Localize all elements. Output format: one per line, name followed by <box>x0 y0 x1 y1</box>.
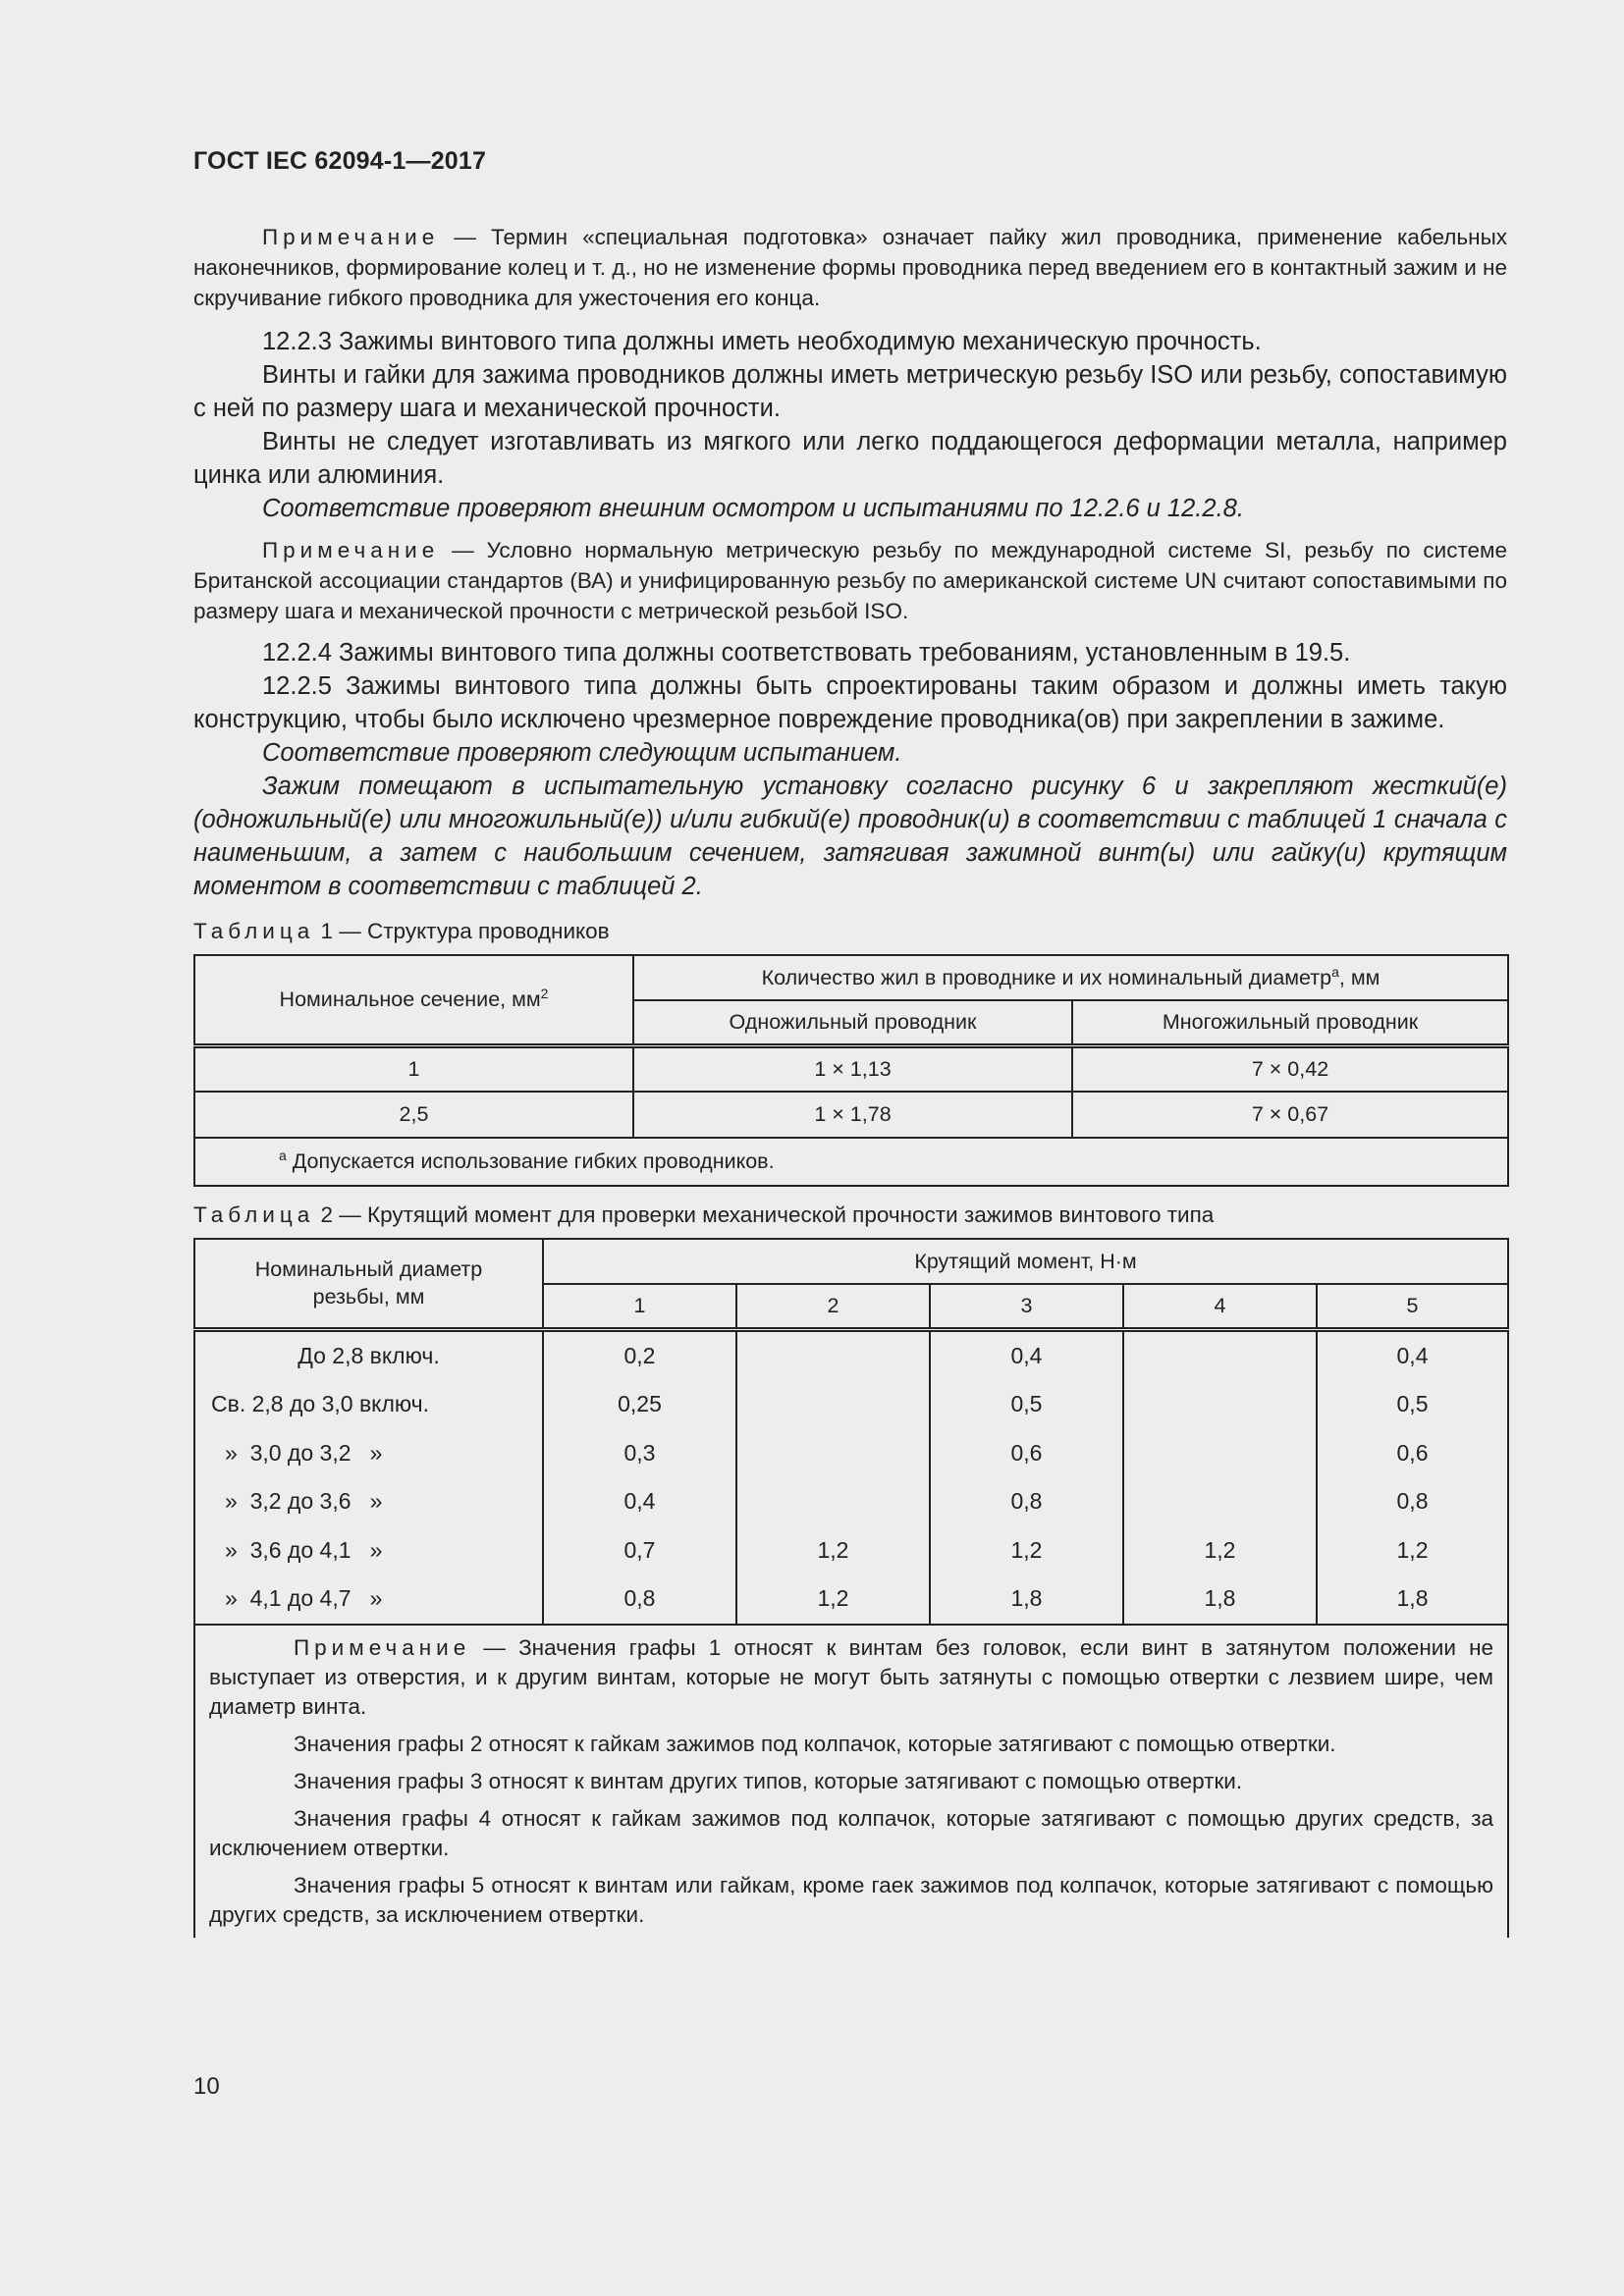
paragraph-12-2-4: 12.2.4 Зажимы винтового типа должны соответствовать требованиям, установленным в 19.5. <box>262 639 1351 667</box>
cell-value: 0,4 <box>1317 1329 1508 1380</box>
column-header-diameter: Номинальный диаметр резьбы, мм <box>194 1239 543 1329</box>
table-row <box>194 1429 1508 1478</box>
page-body <box>193 222 1507 1938</box>
table-2-caption <box>193 1201 1507 1230</box>
table-label: Таблица <box>193 1202 315 1227</box>
paragraph-screws-material: Винты не следует изготавливать из мягкого или легко поддающегося деформации металла, например цинка или алюминия. <box>193 428 1507 489</box>
table-note-5: Значения графы 5 относят к винтам или гайкам, кроме гаек зажимов под колпачок, которые затягивают с помощью других средств, за исключением отвертки. <box>209 1872 1494 1927</box>
column-header-5: 5 <box>1317 1284 1508 1329</box>
note-label: Примечание <box>262 225 440 249</box>
cell-value: 0,4 <box>543 1477 736 1526</box>
cell-value: 0,5 <box>1317 1380 1508 1429</box>
document-header: ГОСТ IEC 62094-1—2017 <box>193 147 487 175</box>
paragraph-screws-nuts: Винты и гайки для зажима проводников должны иметь метрическую резьбу ISO или резьбу, сопоставимую с ней по размеру шага и механической прочности. <box>193 361 1507 422</box>
paragraph-12-2-5: 12.2.5 Зажимы винтового типа должны быть спроектированы таким образом и должны иметь такую конструкцию, чтобы было исключено чрезмерное повреждение проводника(ов) при закреплении в зажиме. <box>193 672 1507 733</box>
cell-value: 1,2 <box>736 1526 930 1575</box>
cell-section: 2,5 <box>194 1092 633 1138</box>
column-header-3: 3 <box>930 1284 1123 1329</box>
table-note-2: Значения графы 2 относят к гайкам зажимов под колпачок, которые затягивают с помощью отвертки. <box>294 1731 1336 1756</box>
cell-value <box>736 1380 930 1429</box>
cell-value <box>1123 1329 1317 1380</box>
cell-section: 1 <box>194 1045 633 1092</box>
cell-value: 1,8 <box>930 1575 1123 1625</box>
cell-value: 1,2 <box>1317 1526 1508 1575</box>
cell-value <box>736 1429 930 1478</box>
note-text: — Условно нормальную метрическую резьбу по международной системе SI, резьбу по системе Британской ассоциации стандартов (ВА) и унифицированную резьбу по американской системе UN считают сопоставимыми по размеру шага и механической прочности с метрической резьбой ISO. <box>193 538 1507 623</box>
cell-value: 0,8 <box>1317 1477 1508 1526</box>
paragraph-compliance-1: Соответствие проверяют внешним осмотром и испытаниями по 12.2.6 и 12.2.8. <box>262 495 1244 522</box>
cell-stranded: 7 × 0,42 <box>1072 1045 1508 1092</box>
table-2-torque <box>193 1238 1509 1938</box>
cell-diameter: Св. 2,8 до 3,0 включ. <box>194 1380 543 1429</box>
table-1-footnote: $^a$ Допускается использование гибких проводников. <box>194 1138 1508 1186</box>
column-header-1: 1 <box>543 1284 736 1329</box>
table-note-3: Значения графы 3 относят к винтам других типов, которые затягивают с помощью отвертки. <box>294 1768 1243 1793</box>
table-row <box>194 1092 1508 1138</box>
note-1 <box>193 222 1507 313</box>
column-header-solid: Одножильный проводник <box>633 1000 1072 1045</box>
table-1-caption <box>193 917 1507 946</box>
cell-diameter: » 3,6 до 4,1 » <box>194 1526 543 1575</box>
paragraph-12-2-3: 12.2.3 Зажимы винтового типа должны иметь необходимую механическую прочность. <box>262 328 1262 355</box>
cell-value: 0,3 <box>543 1429 736 1478</box>
table-label: Таблица <box>193 919 315 943</box>
cell-diameter: До 2,8 включ. <box>194 1329 543 1380</box>
paragraph-compliance-2: Соответствие проверяют следующим испытанием. <box>262 739 902 767</box>
paragraph-test-procedure: Зажим помещают в испытательную установку согласно рисунку 6 и закрепляют жесткий(е) (одножильный(е) или многожильный(е)) и/или гибкий(е) проводник(и) в соответствии с таблицей 1 сначала с наименьшим, а затем с наибольшим сечением, затягивая зажимной винт(ы) или гайку(и) крутящим моментом в соответствии с таблицей 2. <box>193 773 1507 900</box>
table-row <box>194 1575 1508 1625</box>
cell-value <box>736 1329 930 1380</box>
table-caption-text: 2 — Крутящий момент для проверки механической прочности зажимов винтового типа <box>314 1202 1215 1227</box>
cell-value: 1,2 <box>1123 1526 1317 1575</box>
cell-stranded: 7 × 0,67 <box>1072 1092 1508 1138</box>
note-2 <box>193 535 1507 626</box>
cell-value: 0,8 <box>930 1477 1123 1526</box>
column-header-torque: Крутящий момент, Н·м <box>543 1239 1508 1284</box>
table-2-notes <box>194 1625 1508 1938</box>
cell-value <box>1123 1380 1317 1429</box>
column-header-section: Номинальное сечение, $мм^2$ <box>194 955 633 1045</box>
cell-value: 0,6 <box>1317 1429 1508 1478</box>
table-note-4: Значения графы 4 относят к гайкам зажимов под колпачок, которые затягивают с помощью других средств, за исключением отвертки. <box>209 1805 1494 1860</box>
cell-value <box>736 1477 930 1526</box>
cell-solid: 1 × 1,78 <box>633 1092 1072 1138</box>
cell-diameter: » 4,1 до 4,7 » <box>194 1575 543 1625</box>
table-row <box>194 1526 1508 1575</box>
cell-value: 1,2 <box>930 1526 1123 1575</box>
column-header-4: 4 <box>1123 1284 1317 1329</box>
cell-value: 0,2 <box>543 1329 736 1380</box>
note-label: Примечание <box>262 538 440 562</box>
cell-value: 0,8 <box>543 1575 736 1625</box>
table-caption-text: 1 — Структура проводников <box>314 919 610 943</box>
cell-solid: 1 × 1,13 <box>633 1045 1072 1092</box>
column-header-stranded: Многожильный проводник <box>1072 1000 1508 1045</box>
cell-value: 0,6 <box>930 1429 1123 1478</box>
note-text: — Термин «специальная подготовка» означает пайку жил проводника, применение кабельных наконечников, формирование колец и т. д., но не изменение формы проводника перед введением его в контактный зажим и не скручивание гибкого проводника для ужесточения его конца. <box>193 225 1507 310</box>
column-header-group: Количество жил в проводнике и их номинальный диаметр$^a$, мм <box>633 955 1508 1000</box>
cell-value: 1,2 <box>736 1575 930 1625</box>
table-row <box>194 1477 1508 1526</box>
cell-value: 0,7 <box>543 1526 736 1575</box>
cell-value <box>1123 1477 1317 1526</box>
page-number: 10 <box>193 2073 220 2100</box>
table-row <box>194 1045 1508 1092</box>
table-row <box>194 1329 1508 1380</box>
table-row <box>194 1380 1508 1429</box>
cell-value: 1,8 <box>1317 1575 1508 1625</box>
cell-value: 0,25 <box>543 1380 736 1429</box>
column-header-2: 2 <box>736 1284 930 1329</box>
table-1-conductor-structure <box>193 954 1509 1187</box>
cell-value: 0,5 <box>930 1380 1123 1429</box>
cell-diameter: » 3,0 до 3,2 » <box>194 1429 543 1478</box>
cell-value: 0,4 <box>930 1329 1123 1380</box>
table-note-1: Примечание — Значения графы 1 относят к винтам без головок, если винт в затянутом положении не выступает из отверстия, и к другим винтам, которые не могут быть затянуты с помощью отвертки с лезвием шире, чем диаметр винта. <box>209 1634 1494 1719</box>
cell-diameter: » 3,2 до 3,6 » <box>194 1477 543 1526</box>
cell-value: 1,8 <box>1123 1575 1317 1625</box>
cell-value <box>1123 1429 1317 1478</box>
